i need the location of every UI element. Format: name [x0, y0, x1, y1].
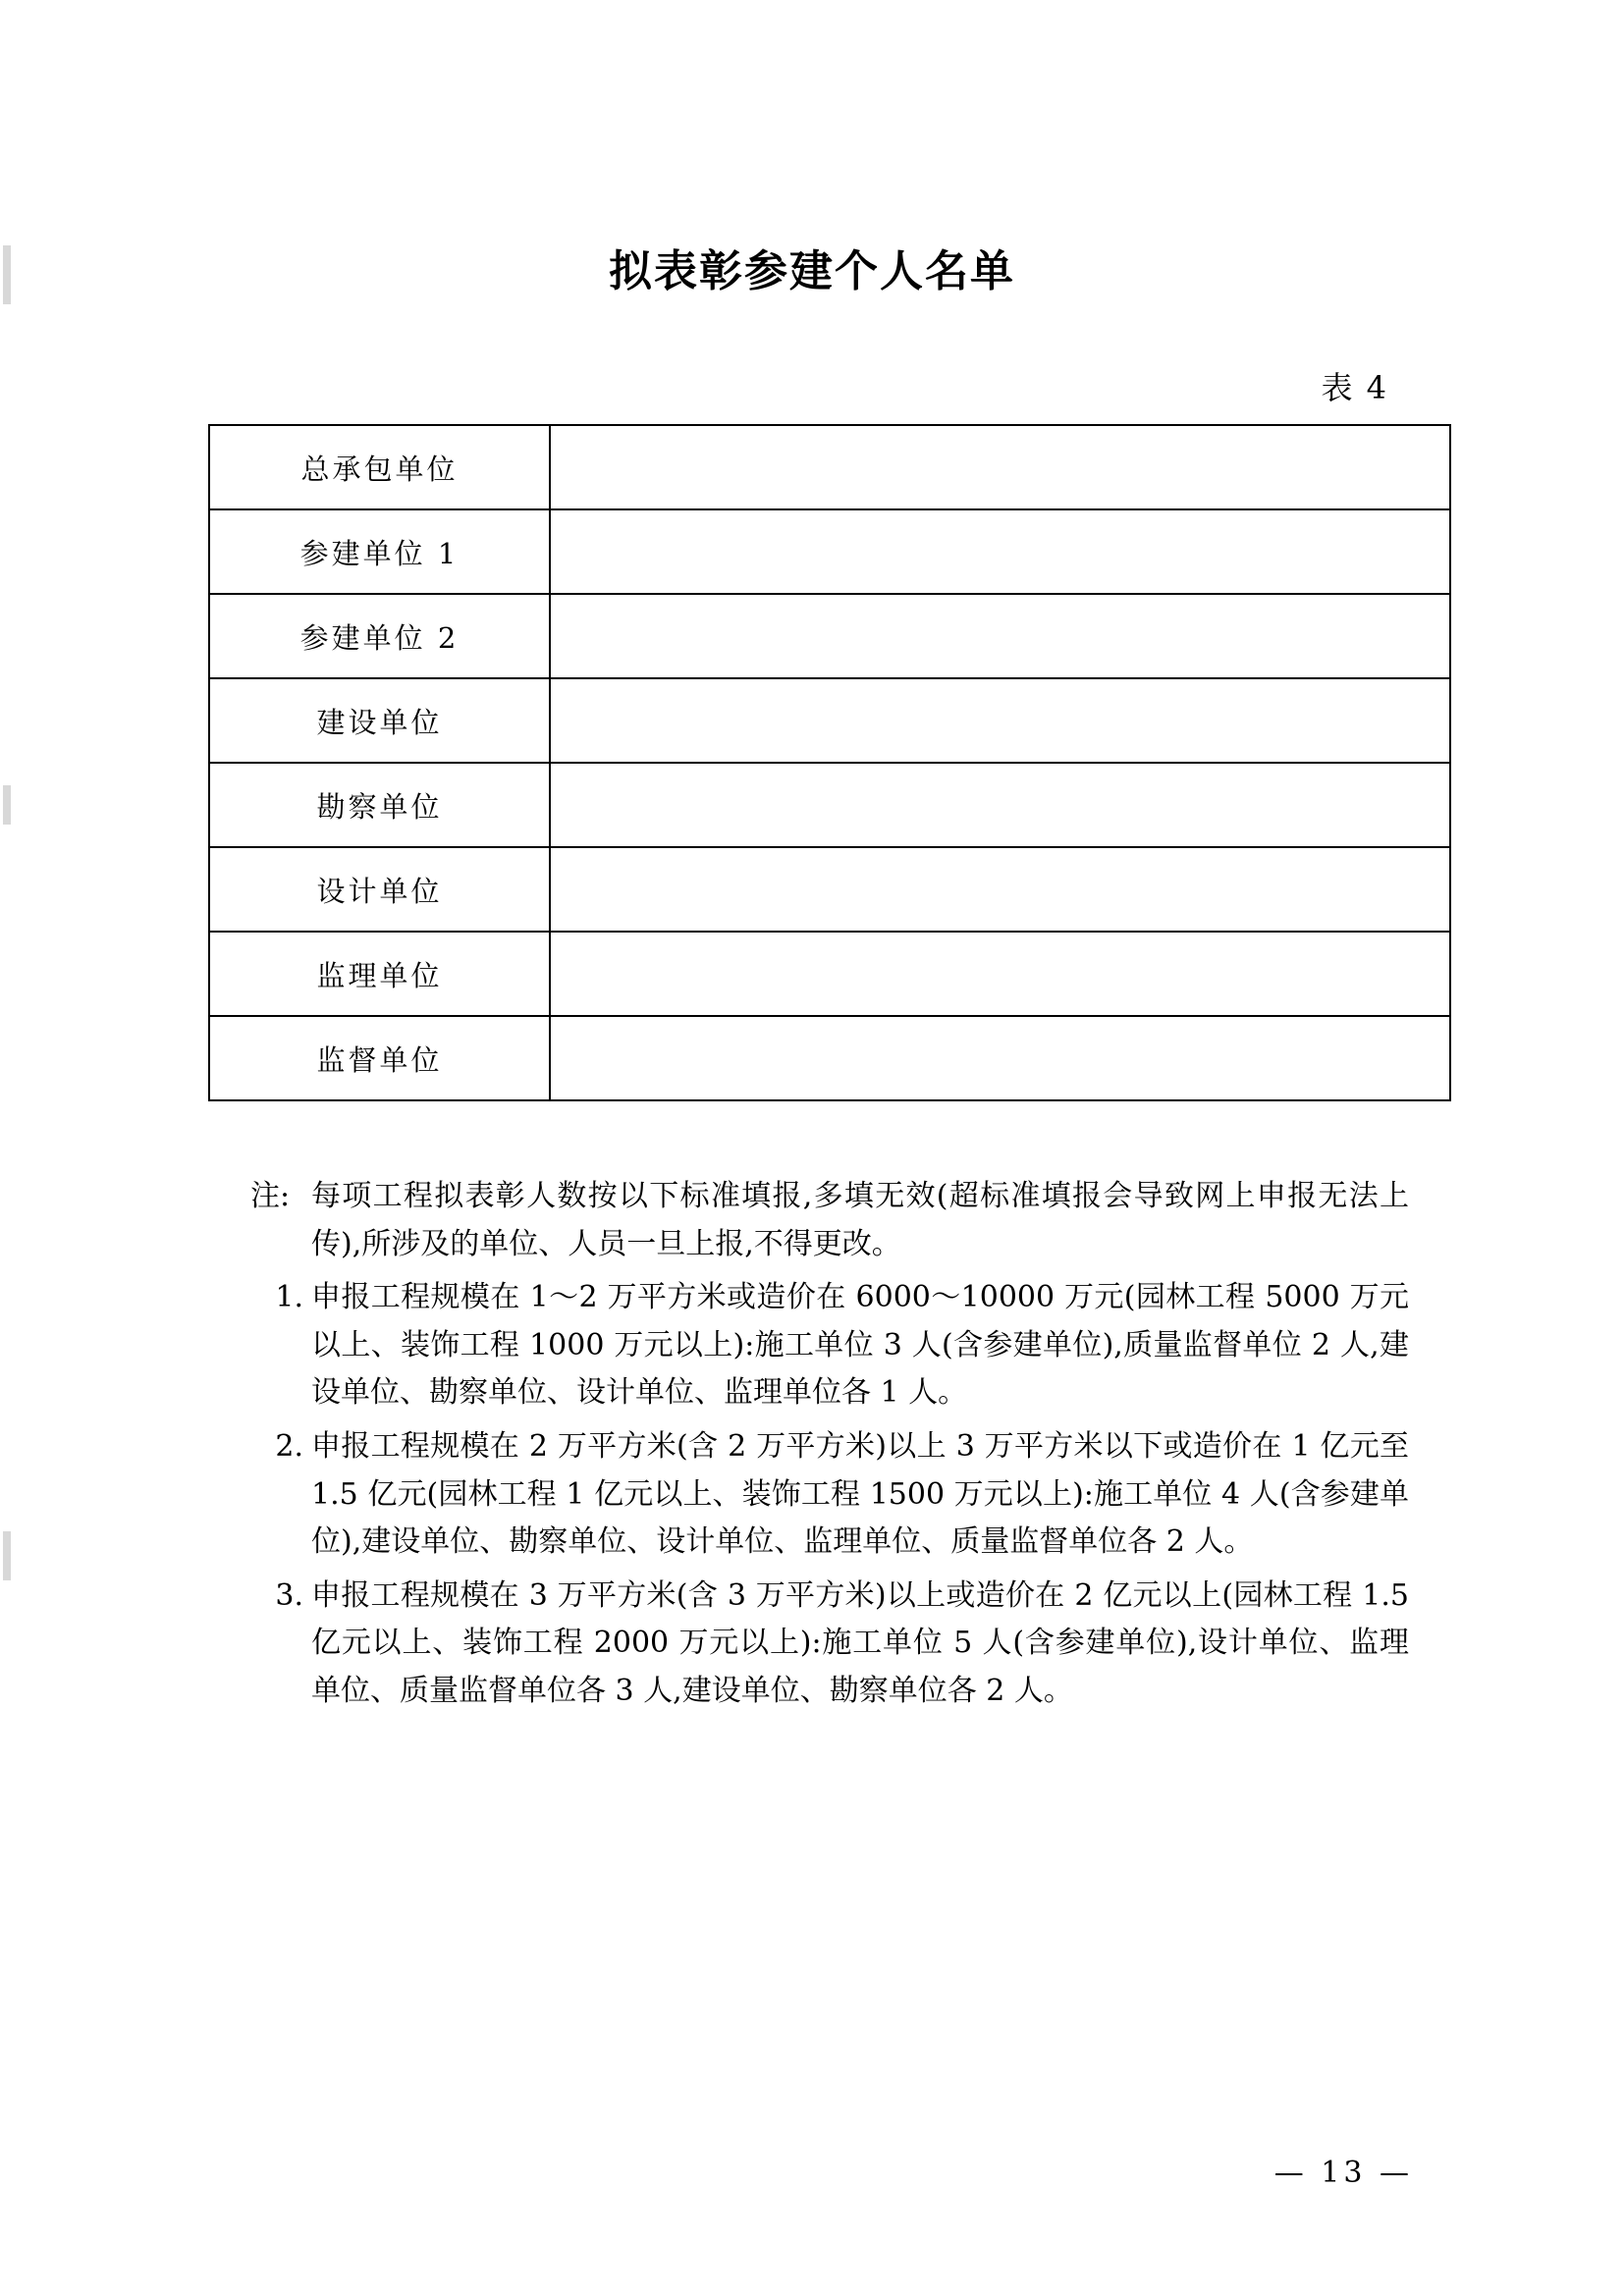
table-row — [209, 763, 1450, 847]
note-intro-text: 每项工程拟表彰人数按以下标准填报,多填无效(超标准填报会导致网上申报无法上传),所涉及的单位、人员一旦上报,不得更改。 — [311, 1179, 1409, 1261]
table-row — [209, 594, 1450, 678]
row-label-survey-unit: 勘察单位 — [209, 763, 550, 847]
participants-table — [208, 424, 1451, 1101]
list-item — [250, 1423, 1409, 1567]
row-value-design-unit[interactable] — [550, 847, 1450, 932]
table-row — [209, 678, 1450, 763]
row-label-supervision-unit: 监理单位 — [209, 932, 550, 1016]
row-label-participant-2: 参建单位 2 — [209, 594, 550, 678]
row-label-construction-unit: 建设单位 — [209, 678, 550, 763]
note-text: 申报工程规模在 2 万平方米(含 2 万平方米)以上 3 万平方米以下或造价在 1 亿元至 1.5 亿元(园林工程 1 亿元以上、装饰工程 1500 万元以上):施工单位 4 人(含参建单位),建设单位、勘察单位、设计单位、监理单位、质量监督单位各 2 人。 — [311, 1428, 1409, 1560]
row-label-design-unit: 设计单位 — [209, 847, 550, 932]
page-number: — 13 — — [1273, 2156, 1413, 2190]
note-list — [250, 1274, 1409, 1715]
table-row — [209, 847, 1450, 932]
list-item — [250, 1274, 1409, 1417]
note-text: 申报工程规模在 1～2 万平方米或造价在 6000～10000 万元(园林工程 5000 万元以上、装饰工程 1000 万元以上):施工单位 3 人(含参建单位),质量监督单位 2 人,建设单位、勘察单位、设计单位、监理单位各 1 人。 — [311, 1280, 1409, 1411]
note-marker: 注: — [250, 1179, 291, 1213]
row-value-supervision-unit[interactable] — [550, 932, 1450, 1016]
note-number: 2. — [275, 1428, 303, 1464]
table-label: 表 4 — [1321, 369, 1388, 406]
row-value-survey-unit[interactable] — [550, 763, 1450, 847]
table-row — [209, 509, 1450, 594]
scan-edge-mark — [3, 785, 11, 825]
note-intro — [250, 1173, 1409, 1268]
note-number: 1. — [275, 1280, 303, 1315]
table-row — [209, 1016, 1450, 1100]
table-row — [209, 425, 1450, 509]
list-item — [250, 1573, 1409, 1716]
row-value-general-contractor[interactable] — [550, 425, 1450, 509]
page-title: 拟表彰参建个人名单 — [609, 246, 1015, 296]
row-value-construction-unit[interactable] — [550, 678, 1450, 763]
table-row — [209, 932, 1450, 1016]
row-label-participant-1: 参建单位 1 — [209, 509, 550, 594]
note-number: 3. — [275, 1577, 303, 1613]
scan-edge-mark — [3, 1531, 11, 1580]
notes-section — [250, 1173, 1409, 1716]
row-label-inspection-unit: 监督单位 — [209, 1016, 550, 1100]
row-value-inspection-unit[interactable] — [550, 1016, 1450, 1100]
row-value-participant-2[interactable] — [550, 594, 1450, 678]
row-value-participant-1[interactable] — [550, 509, 1450, 594]
note-text: 申报工程规模在 3 万平方米(含 3 万平方米)以上或造价在 2 亿元以上(园林工程 1.5 亿元以上、装饰工程 2000 万元以上):施工单位 5 人(含参建单位),设计单位、监理单位、质量监督单位各 3 人,建设单位、勘察单位各 2 人。 — [311, 1577, 1409, 1708]
row-label-general-contractor: 总承包单位 — [209, 425, 550, 509]
